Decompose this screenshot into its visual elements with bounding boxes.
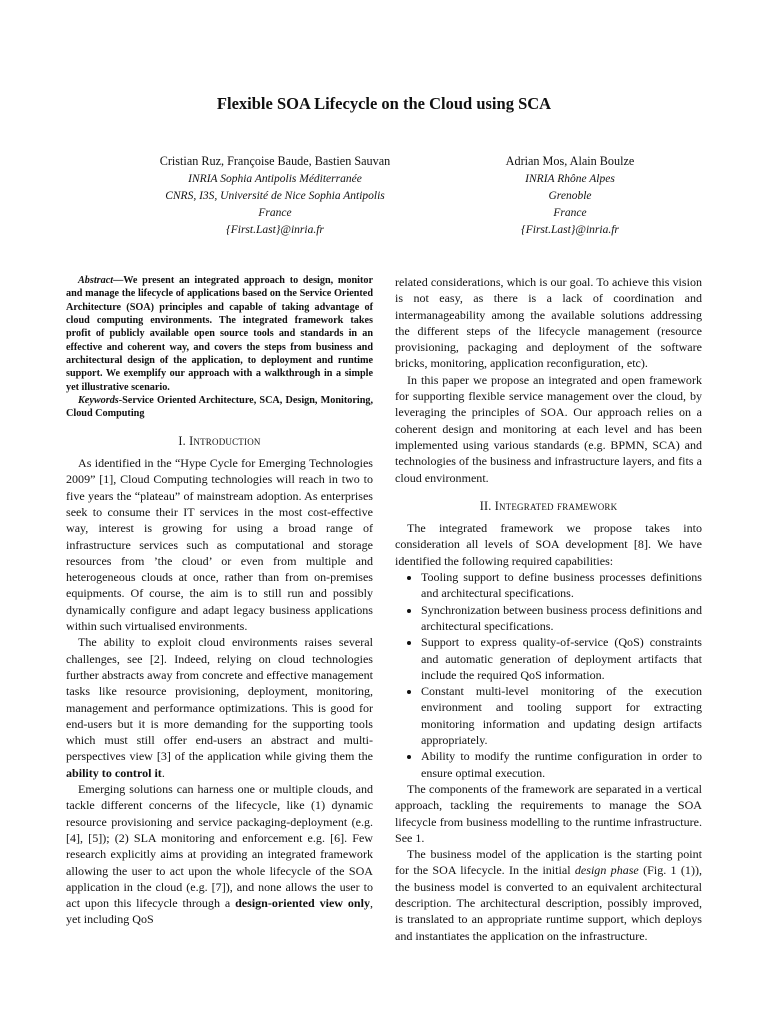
paragraph — [395, 846, 702, 944]
affiliation-line: Grenoble — [548, 190, 592, 202]
section-numeral: II. — [479, 498, 492, 513]
paper-title: Flexible SOA Lifecycle on the Cloud using SCA — [216, 94, 552, 113]
author-names: Adrian Mos, Alain Boulze — [505, 154, 635, 168]
paragraph-text: The business model of the application is the starting point for the SOA lifecycle. In the initial — [395, 847, 702, 878]
author-email: {First.Last}@inria.fr — [521, 224, 619, 236]
emphasis-italic: design phase — [574, 863, 639, 878]
capabilities-list — [395, 569, 702, 781]
left-column — [66, 274, 373, 928]
section-title: Integrated framework — [494, 498, 618, 513]
affiliation-line: INRIA Rhône Alpes — [525, 173, 615, 185]
list-item: • Synchronization between business process definitions and architectural specifications. — [421, 602, 702, 635]
paragraph-text: Emerging solutions can harness one or multiple clouds, and tackle different concerns of the lifecycle, like (1) dynamic resource provisioning and service packaging-deployment (e.g. [4], [5]); (2) SLA monitoring and enforcement e.g. [6]. Few research explicitly aims at providing an integrated framework allowing the user to act upon the whole lifecycle of the SOA application in the cloud (e.g. [7]), and none allows the user to act upon this lifecycle through a — [66, 782, 373, 911]
keywords-lead: Keywords — [78, 395, 119, 407]
abstract-body: —We present an integrated approach to design, monitor and manage the lifecycle of applications based on the Service Oriented Architecture (SOA) principles and capable of taking advantage of cloud computing environments. The integrated framework takes profit of publicly available open source tools and standards in an effective and coherent way, and covers the steps from business and architectural design of the application, to deployment and runtime support. We exemplify our approach with a walkthrough in a simple yet illustrative scenario. — [66, 275, 373, 393]
emphasis-bold: design-oriented view only — [235, 896, 370, 911]
keywords-body: -Service Oriented Architecture, SCA, Design, Monitoring, Cloud Computing — [66, 395, 373, 420]
list-item: • Support to express quality-of-service (QoS) constraints and automatic generation of deployment artifacts that include the required QoS information. — [421, 634, 702, 683]
author-block-right — [440, 153, 700, 239]
author-names: Cristian Ruz, Françoise Baude, Bastien Sauvan — [159, 154, 391, 168]
paragraph: The integrated framework we propose takes into consideration all levels of SOA development [8]. We have identified the following required capabilities: — [395, 521, 702, 568]
affiliation-line: CNRS, I3S, Université de Nice Sophia Antipolis — [165, 190, 385, 202]
section-heading-introduction — [66, 433, 373, 449]
paragraph-text: , yet including QoS — [66, 896, 373, 927]
list-item: • Constant multi-level monitoring of the execution environment and tooling support for extracting monitoring information and updating design artifacts appropriately. — [421, 683, 702, 748]
list-item: • Ability to modify the runtime configuration in order to ensure optimal execution. — [421, 748, 702, 781]
abstract — [66, 274, 373, 394]
affiliation-line: France — [553, 207, 587, 219]
list-item: • Tooling support to define business processes definitions and architectural specifications. — [421, 569, 702, 602]
section-numeral: I. — [178, 433, 186, 448]
section-heading-integrated-framework — [395, 498, 702, 514]
paragraph: related considerations, which is our goal. To achieve this vision is not easy, as there is a lack of coordination and intermanageability among the available solutions addressing the different steps of the lifecycle management (resource provisioning, packaging and deployment of the software bricks, monitoring, application reconfiguration, etc). — [395, 275, 702, 371]
paragraph — [66, 781, 373, 928]
paragraph — [66, 634, 373, 781]
emphasis-bold: ability to control it — [66, 765, 162, 780]
right-column — [395, 274, 702, 944]
paragraph: In this paper we propose an integrated and open framework for supporting flexible service management over the cloud, by leveraging the principles of SOA. Our approach relies on a coherent design and monitoring at each level and has been implemented using various standards (e.g. BPMN, SCA) and technologies of the business and infrastructure layers, and fits a cloud environment. — [395, 372, 702, 485]
author-email: {First.Last}@inria.fr — [226, 224, 324, 236]
section-title: Introduction — [189, 433, 261, 448]
paragraph-text: The ability to exploit cloud environments raises several challenges, see [2]. Indeed, relying on cloud technologies further abstracts away from concrete and effective management tasks like resource provisioning, deployment, monitoring, management and performance optimizations. This is good for end-users but it is more demanding for the supporting tools which must still offer end-users an abstract and multi-perspectives view [3] of the application while giving them the — [66, 635, 373, 764]
paragraph-text: . — [161, 765, 165, 780]
affiliation-line: INRIA Sophia Antipolis Méditerranée — [188, 173, 362, 185]
keywords — [66, 394, 373, 421]
paragraph-text: (Fig. 1 (1)), the business model is converted to an equivalent architectural description. The architectural description, possibly improved, is translated to an appropriate runtime support, which deploys and instantiates the application on the infrastructure. — [395, 863, 702, 943]
paragraph: The components of the framework are separated in a vertical approach, tackling the requirements to manage the SOA lifecycle from business modelling to the runtime infrastructure. See 1. — [395, 781, 702, 845]
affiliation-line: France — [258, 207, 292, 219]
abstract-lead: Abstract — [78, 275, 114, 286]
author-block-left — [120, 153, 430, 239]
paragraph: As identified in the “Hype Cycle for Emerging Technologies 2009” [1], Cloud Computing technologies will reach in two to five years the “plateau” of mainstream adoption. As enterprises seek to consume their IT services in the most cost-effective way, interest is growing for using a broad range of infrastructure services such as computational and storage resources from ’the cloud’ or even from multiple and heterogeneous clouds at once, rather than from on-premises equipments. Of course, the aim is to still run and possibly dynamically configure and adapt legacy business applications within such virtualised environments. — [66, 456, 373, 634]
